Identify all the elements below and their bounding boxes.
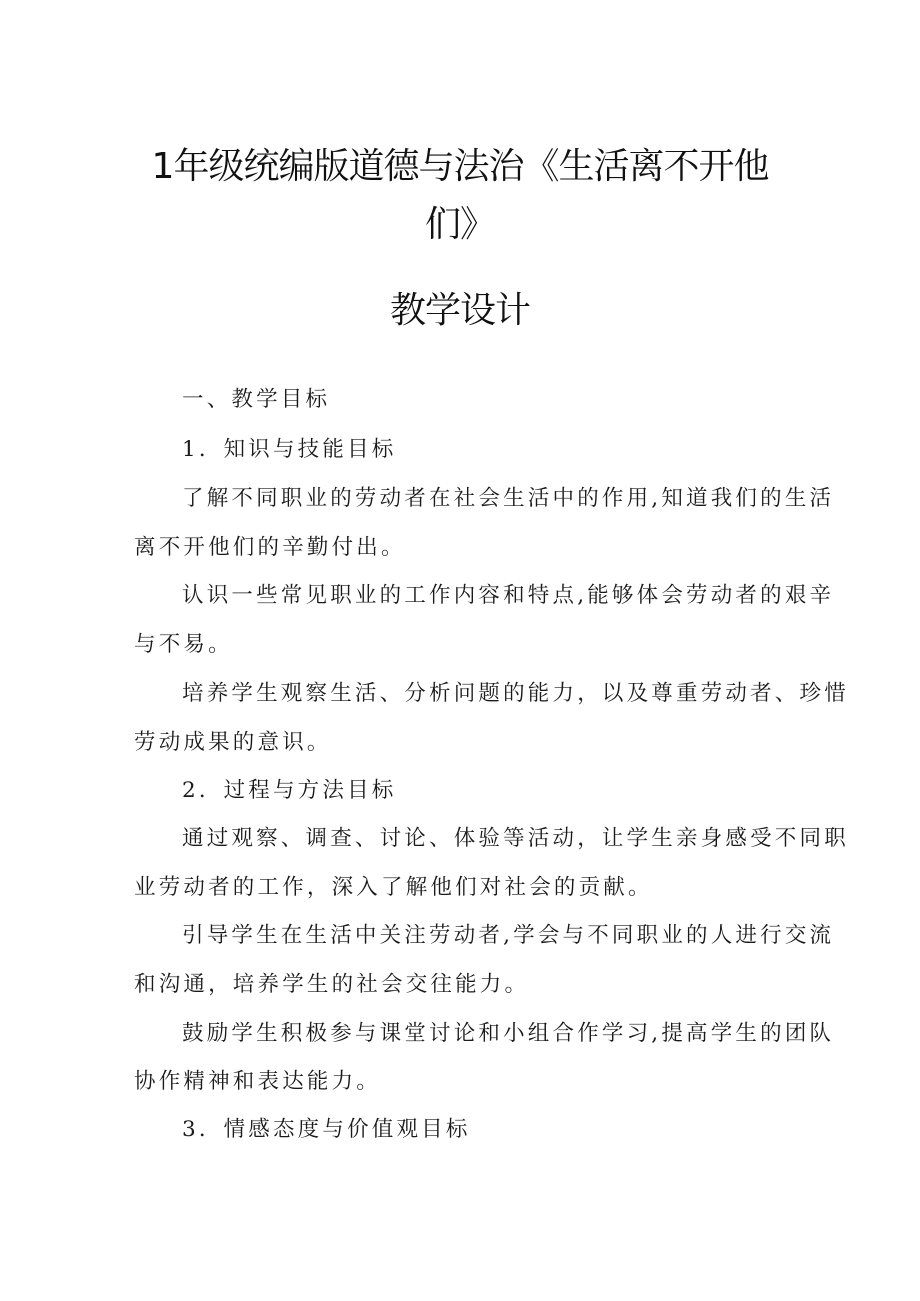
paragraph-line: 引导学生在生活中关注劳动者,学会与不同职业的人进行交流 xyxy=(182,923,835,948)
paragraph-line: 鼓励学生积极参与课堂讨论和小组合作学习,提高学生的团队 xyxy=(182,1021,835,1046)
paragraph-line: 和沟通，培养学生的社会交往能力。 xyxy=(134,972,530,997)
subheading-process-method: 2．过程与方法目标 xyxy=(182,778,397,803)
document-title-line1: 1年级统编版道德与法治《生活离不开他 xyxy=(151,146,769,187)
paragraph-line: 协作精神和表达能力。 xyxy=(134,1069,382,1094)
paragraph-line: 业劳动者的工作，深入了解他们对社会的贡献。 xyxy=(134,875,653,900)
paragraph-line: 培养学生观察生活、分析问题的能力，以及尊重劳动者、珍惜 xyxy=(182,681,849,706)
subheading-emotion-values: 3．情感态度与价值观目标 xyxy=(182,1117,471,1142)
document-title-line2: 们》 xyxy=(424,204,495,245)
paragraph-line: 与不易。 xyxy=(134,632,233,657)
paragraph-line: 离不开他们的辛勤付出。 xyxy=(134,535,406,560)
paragraph-line: 通过观察、调查、讨论、体验等活动，让学生亲身感受不同职 xyxy=(182,826,849,851)
section-heading-teaching-goals: 一、教学目标 xyxy=(182,387,331,412)
paragraph-line: 了解不同职业的劳动者在社会生活中的作用,知道我们的生活 xyxy=(182,486,835,511)
paragraph-line: 认识一些常见职业的工作内容和特点,能够体会劳动者的艰辛 xyxy=(182,583,835,608)
document-subtitle: 教学设计 xyxy=(389,290,530,331)
subheading-knowledge-skills: 1．知识与技能目标 xyxy=(182,437,397,462)
paragraph-line: 劳动成果的意识。 xyxy=(134,730,332,755)
